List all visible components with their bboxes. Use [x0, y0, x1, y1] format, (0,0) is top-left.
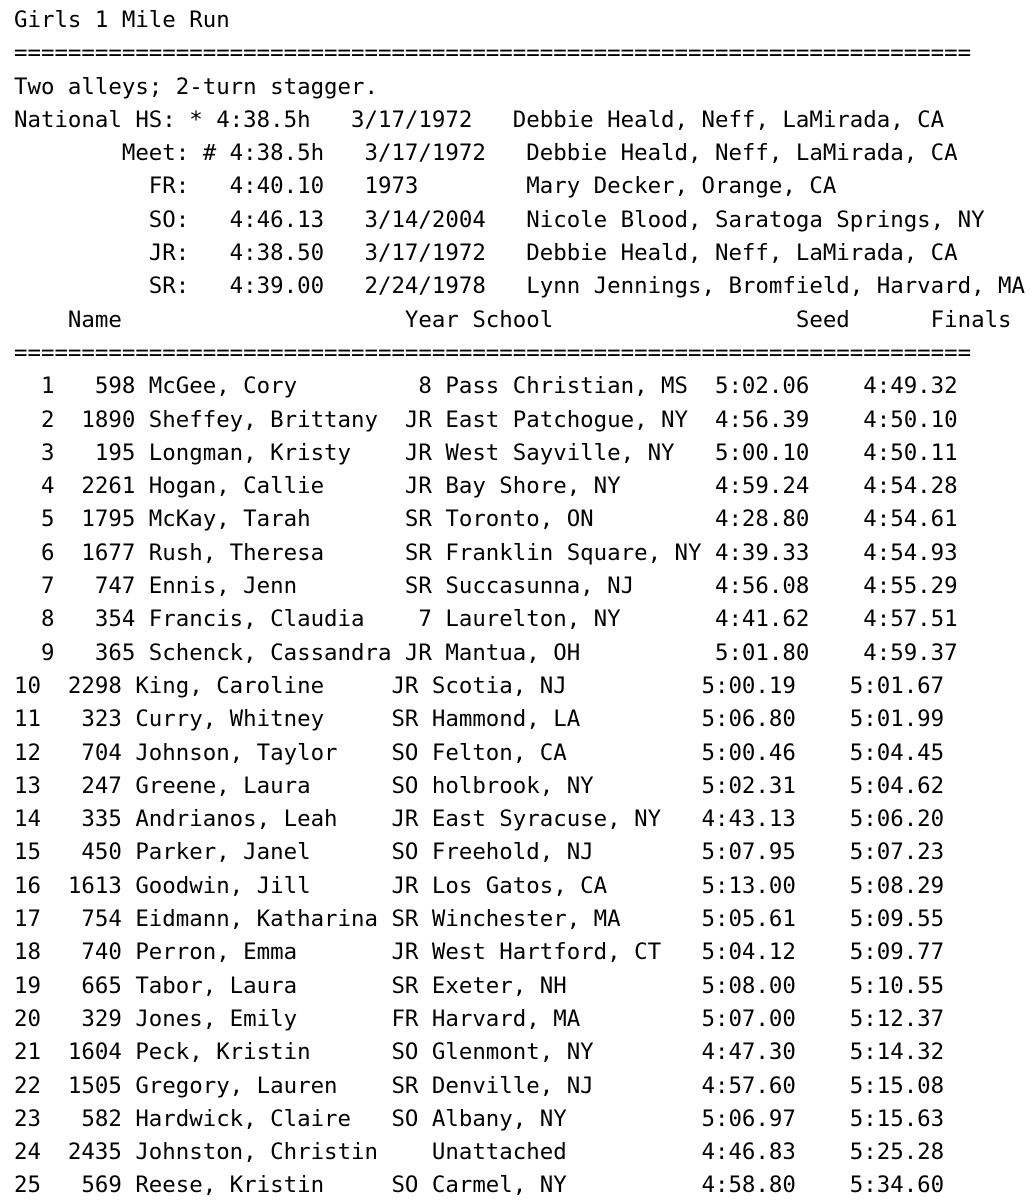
record-line: National HS: * 4:38.5h 3/17/1972 Debbie Heald, Neff, LaMirada, CA	[14, 106, 945, 133]
table-row: 12 704 Johnson, Taylor SO Felton, CA 5:00.46 5:04.45	[14, 739, 945, 766]
table-row: 8 354 Francis, Claudia 7 Laurelton, NY 4:41.62 4:57.51	[14, 606, 958, 633]
event-note: Two alleys; 2-turn stagger.	[14, 73, 378, 100]
record-line: JR: 4:38.50 3/17/1972 Debbie Heald, Neff, LaMirada, CA	[14, 240, 958, 267]
table-row: 4 2261 Hogan, Callie JR Bay Shore, NY 4:59.24 4:54.28	[14, 473, 958, 500]
table-row: 21 1604 Peck, Kristin SO Glenmont, NY 4:47.30 5:14.32	[14, 1039, 945, 1066]
table-row: 23 582 Hardwick, Claire SO Albany, NY 5:06.97 5:15.63	[14, 1105, 945, 1132]
table-row: 17 754 Eidmann, Katharina SR Winchester, MA 5:05.61 5:09.55	[14, 906, 945, 933]
table-row: 13 247 Greene, Laura SO holbrook, NY 5:02.31 5:04.62	[14, 772, 945, 799]
results-document	[14, 4, 1025, 1203]
table-row: 6 1677 Rush, Theresa SR Franklin Square, NY 4:39.33 4:54.93	[14, 539, 958, 566]
table-row: 1 598 McGee, Cory 8 Pass Christian, MS 5:02.06 4:49.32	[14, 373, 958, 400]
separator-line: =======================================================================	[14, 339, 972, 366]
table-row: 7 747 Ennis, Jenn SR Succasunna, NJ 4:56.08 4:55.29	[14, 573, 958, 600]
record-line: Meet: # 4:38.5h 3/17/1972 Debbie Heald, Neff, LaMirada, CA	[14, 140, 958, 167]
table-row: 11 323 Curry, Whitney SR Hammond, LA 5:06.80 5:01.99	[14, 706, 945, 733]
table-row: 10 2298 King, Caroline JR Scotia, NJ 5:00.19 5:01.67	[14, 672, 945, 699]
table-row: 9 365 Schenck, Cassandra JR Mantua, OH 5:01.80 4:59.37	[14, 639, 958, 666]
event-title: Girls 1 Mile Run	[14, 7, 230, 33]
table-row: 2 1890 Sheffey, Brittany JR East Patchogue, NY 4:56.39 4:50.10	[14, 406, 958, 433]
separator-line: =======================================================================	[14, 40, 972, 67]
table-row: 19 665 Tabor, Laura SR Exeter, NH 5:08.00 5:10.55	[14, 972, 945, 999]
table-row: 22 1505 Gregory, Lauren SR Denville, NJ 4:57.60 5:15.08	[14, 1072, 945, 1099]
table-row: 16 1613 Goodwin, Jill JR Los Gatos, CA 5:13.00 5:08.29	[14, 872, 945, 899]
table-row: 20 329 Jones, Emily FR Harvard, MA 5:07.00 5:12.37	[14, 1005, 945, 1032]
table-row: 24 2435 Johnston, Christin Unattached 4:46.83 5:25.28	[14, 1139, 945, 1166]
table-row: 3 195 Longman, Kristy JR West Sayville, NY 5:00.10 4:50.11	[14, 439, 958, 466]
record-line: FR: 4:40.10 1973 Mary Decker, Orange, CA	[14, 173, 837, 200]
table-row: 18 740 Perron, Emma JR West Hartford, CT 5:04.12 5:09.77	[14, 939, 945, 966]
column-header-row: Name Year School Seed Finals	[14, 306, 1012, 333]
record-line: SR: 4:39.00 2/24/1978 Lynn Jennings, Bromfield, Harvard, MA	[14, 273, 1026, 300]
table-row: 5 1795 McKay, Tarah SR Toronto, ON 4:28.80 4:54.61	[14, 506, 958, 533]
table-row: 25 569 Reese, Kristin SO Carmel, NY 4:58.80 5:34.60	[14, 1172, 945, 1199]
record-line: SO: 4:46.13 3/14/2004 Nicole Blood, Saratoga Springs, NY	[14, 206, 985, 233]
table-row: 14 335 Andrianos, Leah JR East Syracuse, NY 4:43.13 5:06.20	[14, 806, 945, 833]
table-row: 15 450 Parker, Janel SO Freehold, NJ 5:07.95 5:07.23	[14, 839, 945, 866]
